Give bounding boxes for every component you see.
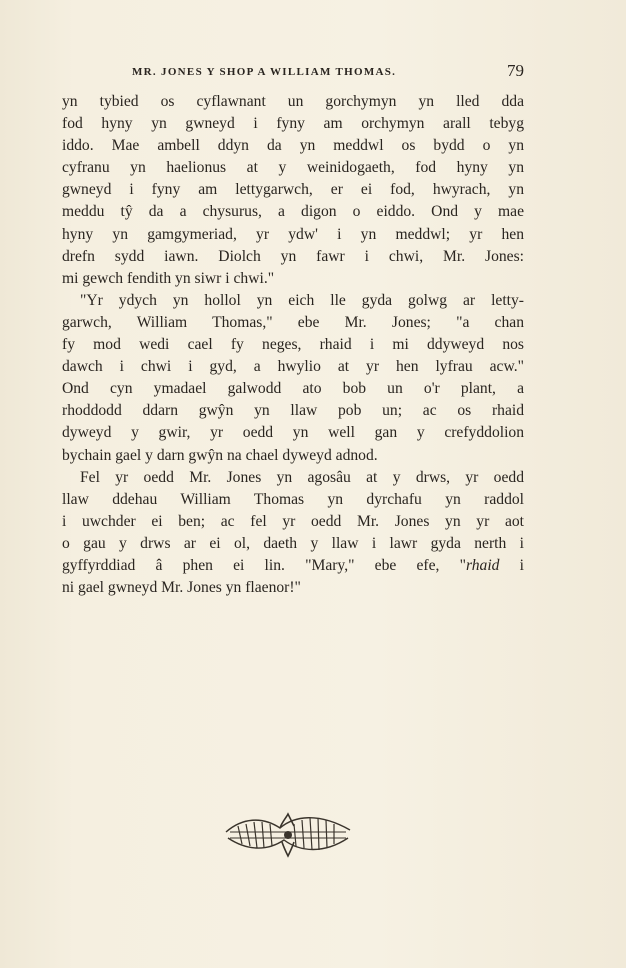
text-line: i uwchder ei ben; ac fel yr oedd Mr. Jones yn yr aot (62, 512, 524, 530)
text-line: bychain gael y darn gwŷn na chael dyweyd adnod. (62, 446, 378, 464)
text-line: dawch i chwi i gyd, a hwylio at yr hen lyfrau acw." (62, 358, 524, 376)
text-line: fod hyny yn gwneyd i fyny am orchymyn arall tebyg (62, 115, 524, 133)
page-header (62, 62, 524, 84)
text-line: Fel yr oedd Mr. Jones yn agosâu at y drws, yr oedd (80, 468, 524, 486)
text-line: o gau y drws ar ei ol, daeth y llaw i lawr gyda nerth i (62, 534, 524, 552)
text-line: meddu tŷ da a chysurus, a digon o eiddo. Ond y mae (62, 203, 524, 221)
text-line: rhoddodd ddarn gwŷn yn llaw pob un; ac os rhaid (62, 402, 524, 420)
paragraph-3 (62, 467, 524, 600)
text-line: drefn sydd iawn. Diolch yn fawr i chwi, Mr. Jones: (62, 247, 524, 265)
running-head: MR. JONES Y SHOP A WILLIAM THOMAS. (132, 66, 397, 78)
page-number: 79 (507, 61, 524, 80)
decorative-tailpiece-icon (222, 808, 354, 860)
text-line-with-italic (62, 555, 524, 577)
text-line: dyweyd y gwir, yr oedd yn well gan y crefyddolion (62, 424, 524, 442)
text-line: fy mod wedi cael fy neges, rhaid i mi ddyweyd nos (62, 336, 524, 354)
body-text (62, 91, 524, 599)
text-line: cyfranu yn haelionus at y weinidogaeth, fod hyny yn (62, 159, 524, 177)
paragraph-1 (62, 91, 524, 290)
text-line: ni gael gwneyd Mr. Jones yn flaenor!" (62, 579, 301, 597)
text-line: garwch, William Thomas," ebe Mr. Jones; "a chan (62, 313, 524, 331)
text-line: yn tybied os cyflawnant un gorchymyn yn lled dda (62, 93, 524, 110)
text-line: mi gewch fendith yn siwr i chwi." (62, 269, 275, 287)
text-line: hyny yn gamgymeriad, yr ydw' i yn meddwl; yr hen (62, 225, 524, 243)
text-line: Ond cyn ymadael galwodd ato bob un o'r plant, a (62, 380, 524, 398)
text-line: "Yr ydych yn hollol yn eich lle gyda golwg ar letty- (80, 291, 524, 309)
italic-word: rhaid (465, 556, 500, 574)
paragraph-2 (62, 290, 524, 467)
text-run: gyffyrddiad â phen ei lin. "Mary," ebe efe, " (62, 556, 466, 574)
text-line: llaw ddehau William Thomas yn dyrchafu yn raddol (62, 490, 524, 508)
text-line: iddo. Mae ambell ddyn da yn meddwl os bydd o yn (62, 137, 524, 155)
text-run: i (499, 556, 524, 574)
text-line: gwneyd i fyny am lettygarwch, er ei fod, hwyrach, yn (62, 181, 524, 199)
